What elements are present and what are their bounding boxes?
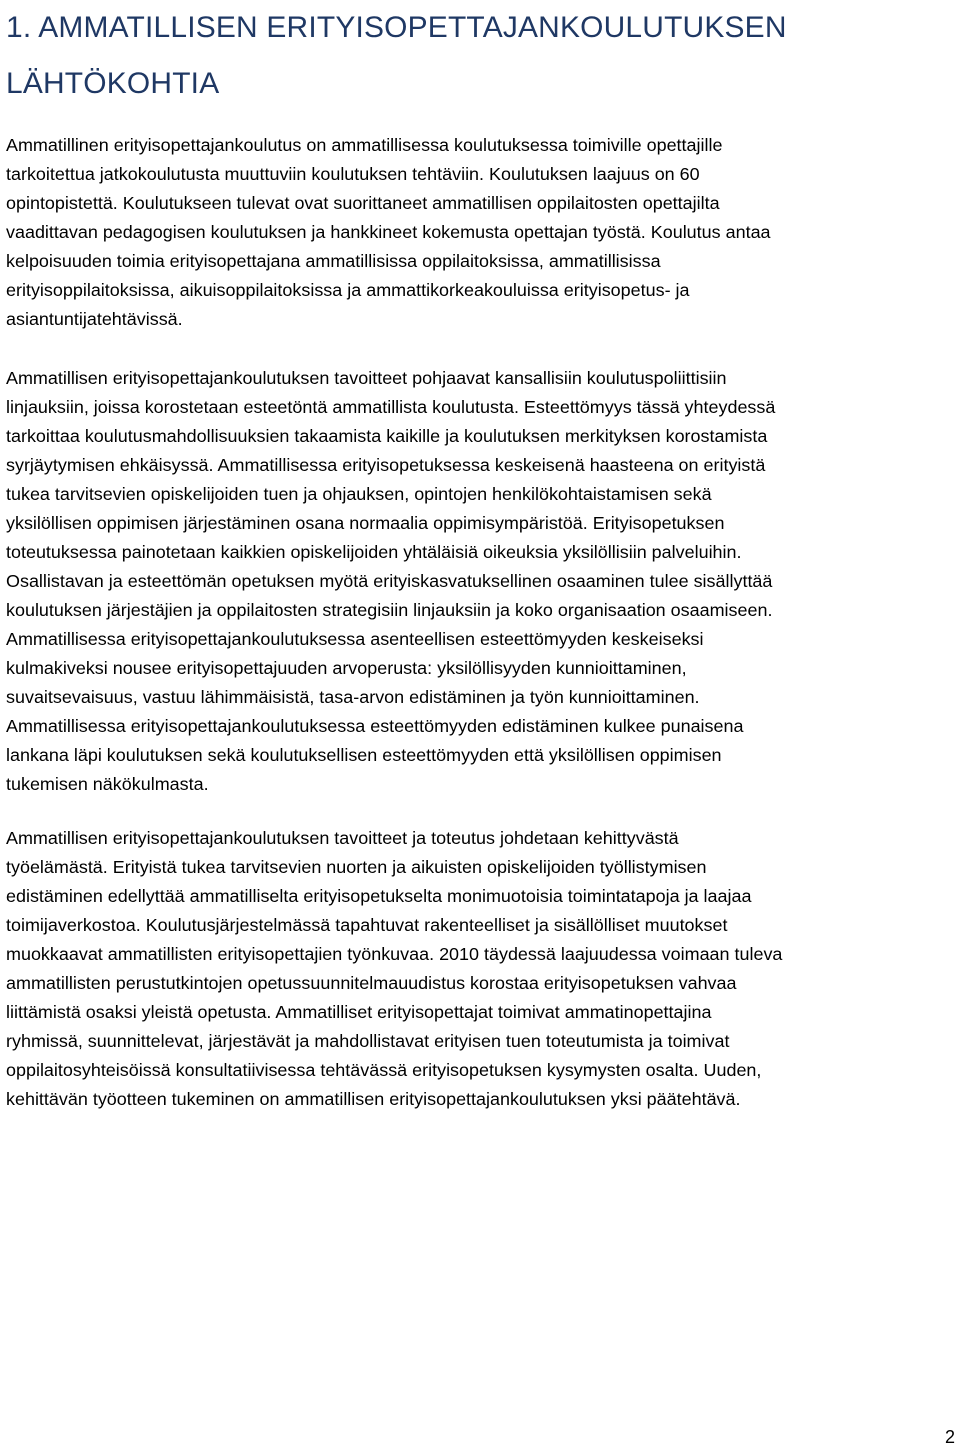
paragraph-line: tukemisen näkökulmasta. xyxy=(6,774,209,794)
paragraph-line: syrjäytymisen ehkäisyssä. Ammatillisessa erityisopetuksessa keskeisenä haasteena on erityistä xyxy=(6,455,766,475)
paragraph-line: Osallistavan ja esteettömän opetuksen myötä erityiskasvatuksellinen osaaminen tulee sisällyttää xyxy=(6,571,773,591)
heading-line: LÄHTÖKOHTIA xyxy=(6,67,220,100)
paragraph-line: erityisoppilaitoksissa, aikuisoppilaitoksissa ja ammattikorkeakouluissa erityisopetus- ja xyxy=(6,280,690,300)
paragraph-line: vaadittavan pedagogisen koulutuksen ja hankkineet kokemusta opettajan työstä. Koulutus antaa xyxy=(6,222,771,242)
paragraph-line: tarkoittaa koulutusmahdollisuuksien takaamista kaikille ja koulutuksen merkityksen korostamista xyxy=(6,426,768,446)
paragraph-line: ammatillisten perustutkintojen opetussuunnitelmauudistus korostaa erityisopetuksen vahvaa xyxy=(6,973,737,993)
paragraph-line: oppilaitosyhteisöissä konsultatiivisessa tehtävässä erityisopetuksen kysymysten osalta. Uuden, xyxy=(6,1060,762,1080)
paragraph-line: lankana läpi koulutuksen sekä koulutuksellisen esteettömyyden että yksilöllisen oppimisen xyxy=(6,745,722,765)
paragraph-line: Ammatillisen erityisopettajankoulutuksen tavoitteet ja toteutus johdetaan kehittyvästä xyxy=(6,828,679,848)
paragraph-line: Ammatillisessa erityisopettajankoulutuksessa esteettömyyden edistäminen kulkee punaisena xyxy=(6,716,744,736)
paragraph-line: ryhmissä, suunnittelevat, järjestävät ja mahdollistavat erityisen tuen toteutumista ja toimivat xyxy=(6,1031,730,1051)
paragraph-line: kelpoisuuden toimia erityisopettajana ammatillisissa oppilaitoksissa, ammatillisissa xyxy=(6,251,661,271)
paragraph-line: asiantuntijatehtävissä. xyxy=(6,309,183,329)
paragraph-line: yksilöllisen oppimisen järjestäminen osana normaalia oppimisympäristöä. Erityisopetuksen xyxy=(6,513,725,533)
paragraph-line: opintopistettä. Koulutukseen tulevat ovat suorittaneet ammatillisen oppilaitosten opettajilta xyxy=(6,193,720,213)
paragraph-line: muokkaavat ammatillisten erityisopettajien työnkuvaa. 2010 täydessä laajuudessa voimaan tuleva xyxy=(6,944,783,964)
paragraph-line: tukea tarvitsevien opiskelijoiden tuen ja ohjauksen, opintojen henkilökohtaistamisen sekä xyxy=(6,484,712,504)
paragraph-line: toteutuksessa painotetaan kaikkien opiskelijoiden yhtäläisiä oikeuksia yksilöllisiin palveluihin. xyxy=(6,542,742,562)
section-heading xyxy=(6,0,956,112)
paragraph-line: suvaitsevaisuus, vastuu lähimmäisistä, tasa-arvon edistäminen ja työn kunnioittaminen. xyxy=(6,687,700,707)
paragraph-line: Ammatillinen erityisopettajankoulutus on ammatillisessa koulutuksessa toimiville opettajille xyxy=(6,135,723,155)
page-number: 2 xyxy=(944,1427,955,1447)
paragraph-line: Ammatillisessa erityisopettajankoulutuksessa asenteellisen esteettömyyden keskeiseksi xyxy=(6,629,704,649)
paragraph-line: työelämästä. Erityistä tukea tarvitsevien nuorten ja aikuisten opiskelijoiden työllistymisen xyxy=(6,857,707,877)
paragraph-line: toimijaverkostoa. Koulutusjärjestelmässä tapahtuvat rakenteelliset ja sisällölliset muutokset xyxy=(6,915,728,935)
paragraph-line: linjauksiin, joissa korostetaan esteetöntä ammatillista koulutusta. Esteettömyys tässä yhteydessä xyxy=(6,397,776,417)
paragraph-line: edistäminen edellyttää ammatilliselta erityisopetukselta monimuotoisia toimintatapoja ja laajaa xyxy=(6,886,752,906)
paragraph-line: kehittävän työotteen tukeminen on ammatillisen erityisopettajankoulutuksen yksi päätehtävä. xyxy=(6,1089,741,1109)
paragraph-line: liittämistä osaksi yleistä opetusta. Ammatilliset erityisopettajat toimivat ammatinopettajina xyxy=(6,1002,712,1022)
paragraph-working-life xyxy=(6,824,956,1114)
paragraph-line: Ammatillisen erityisopettajankoulutuksen tavoitteet pohjaavat kansallisiin koulutuspoliittisiin xyxy=(6,368,727,388)
paragraph-intro xyxy=(6,131,956,334)
heading-line: 1. AMMATILLISEN ERITYISOPETTAJANKOULUTUKSEN xyxy=(6,11,787,44)
paragraph-goals xyxy=(6,364,956,799)
paragraph-line: koulutuksen järjestäjien ja oppilaitosten strategisiin linjauksiin ja koko organisaation osaamiseen. xyxy=(6,600,773,620)
paragraph-line: kulmakiveksi nousee erityisopettajuuden arvoperusta: yksilöllisyyden kunnioittaminen, xyxy=(6,658,687,678)
paragraph-line: tarkoitettua jatkokoulutusta muuttuviin koulutuksen tehtäviin. Koulutuksen laajuus on 60 xyxy=(6,164,700,184)
